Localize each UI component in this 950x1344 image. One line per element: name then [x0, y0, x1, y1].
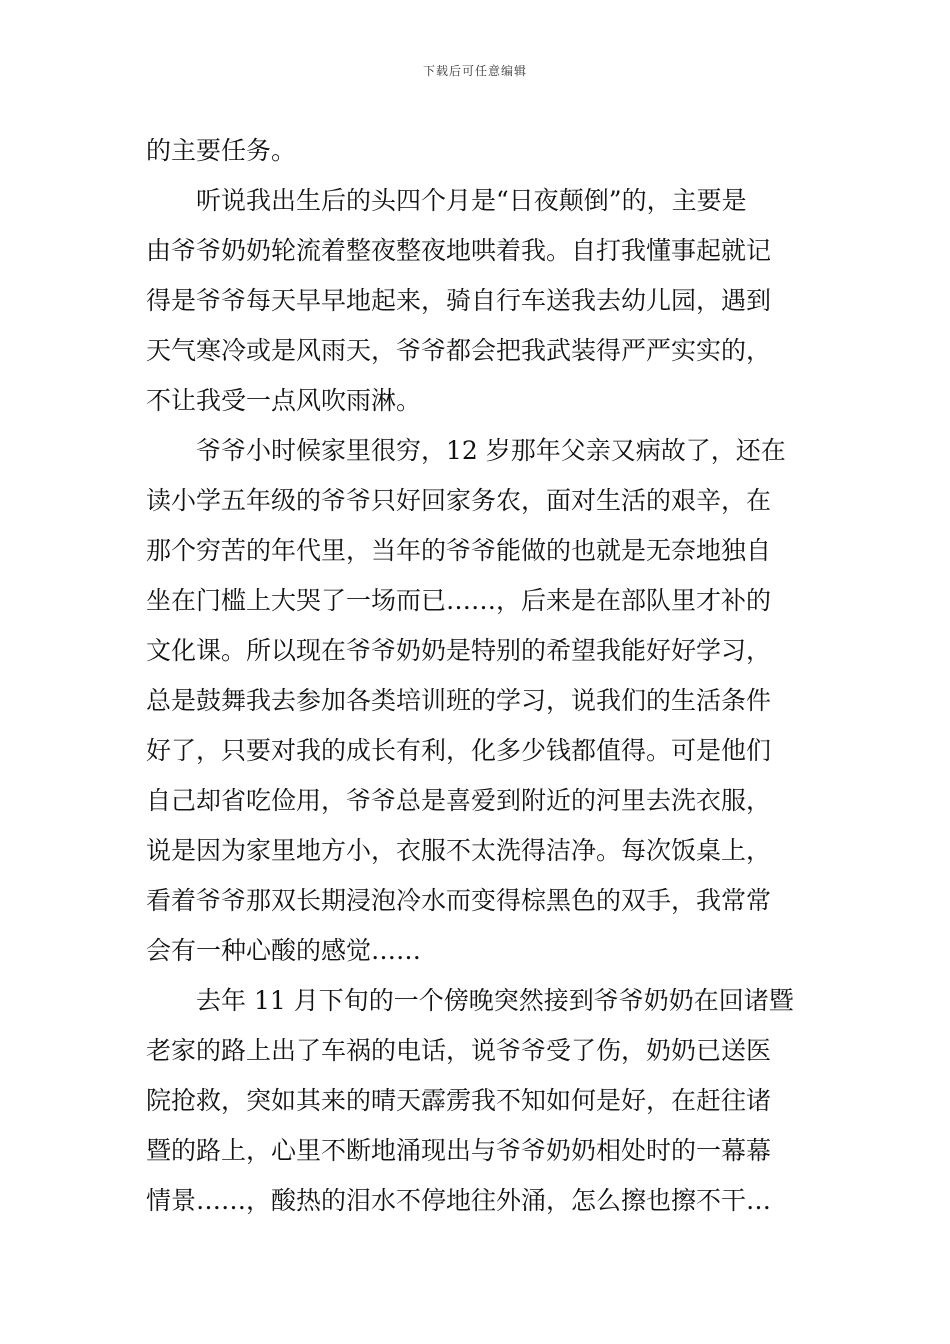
text-line: 不让我受一点风吹雨淋。: [146, 386, 422, 415]
text-line: 读小学五年级的爷爷只好回家务农，面对生活的艰辛，在: [146, 486, 772, 515]
text-line: 老家的路上出了车祸的电话，说爷爷受了伤，奶奶已送医: [146, 1036, 772, 1065]
document-body: [146, 126, 806, 1226]
text-line: 看着爷爷那双长期浸泡冷水而变得棕黑色的双手，我常常: [146, 886, 772, 915]
text-line: 暨的路上，心里不断地涌现出与爷爷奶奶相处时的一幕幕: [146, 1136, 772, 1165]
text-line: 院抢救，突如其来的晴天霹雳我不知如何是好，在赶往诸: [146, 1086, 772, 1115]
text-line: 文化课。所以现在爷爷奶奶是特别的希望我能好好学习，: [146, 636, 772, 665]
text-line: 听说我出生后的头四个月是“日夜颠倒”的，主要是: [196, 186, 747, 215]
text-line: 会有一种心酸的感觉……: [146, 936, 422, 965]
text-line: 自己却省吃俭用，爷爷总是喜爱到附近的河里去洗衣服，: [146, 786, 772, 815]
text-line: 天气寒冷或是风雨天，爷爷都会把我武装得严严实实的，: [146, 336, 772, 365]
text-line: 情景……，酸热的泪水不停地往外涌，怎么擦也擦不干…: [146, 1186, 772, 1215]
text-line: 总是鼓舞我去参加各类培训班的学习，说我们的生活条件: [146, 686, 772, 715]
text-line: 坐在门槛上大哭了一场而已……，后来是在部队里才补的: [146, 586, 772, 615]
text-line: 的主要任务。: [146, 136, 297, 165]
text-line: 说是因为家里地方小，衣服不太洗得洁净。每次饭桌上，: [146, 836, 772, 865]
text-line: 好了，只要对我的成长有利，化多少钱都值得。可是他们: [146, 736, 772, 765]
text-line: 去年 11 月下旬的一个傍晚突然接到爷爷奶奶在回诸暨: [196, 986, 794, 1015]
text-line: 得是爷爷每天早早地起来，骑自行车送我去幼儿园，遇到: [146, 286, 772, 315]
text-line: 爷爷小时候家里很穷，12 岁那年父亲又病故了，还在: [196, 436, 786, 465]
text-line: 那个穷苦的年代里，当年的爷爷能做的也就是无奈地独自: [146, 536, 772, 565]
text-line: 由爷爷奶奶轮流着整夜整夜地哄着我。自打我懂事起就记: [146, 236, 772, 265]
page-header: 下载后可任意编辑: [422, 64, 527, 78]
